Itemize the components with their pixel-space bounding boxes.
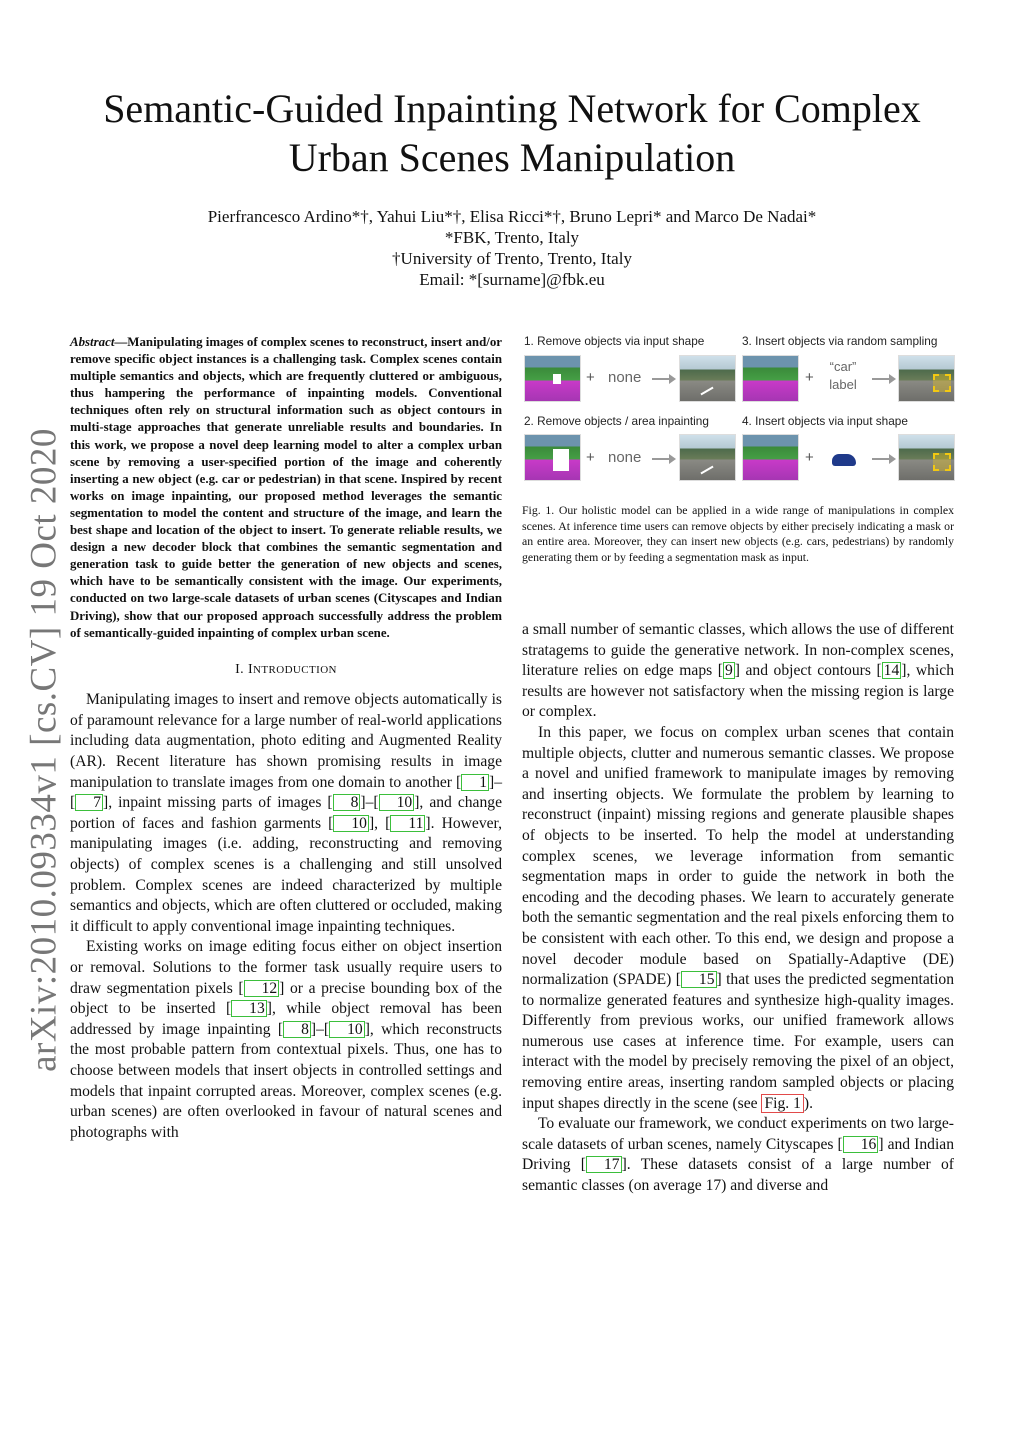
section-title-rest: NTRODUCTION: [253, 663, 337, 676]
figure-caption: Fig. 1. Our holistic model can be applied in a wide range of manipulations in complex scenes. At inference time users can remove objects by either precisely indicating a mask or an entire area. Moreover, they can insert new objects (e.g. cars, pedestrians) by randomly generating them or by feeding a segmentation mask as input.: [522, 503, 954, 564]
figure-1: [522, 332, 958, 482]
arrow-icon: [652, 378, 672, 380]
intro-paragraph-1: Manipulating images to insert and remove objects automatically is of paramount relevance for a large number of real-world applications including data augmentation, photo editing and Augmented Reality (AR). Recent literature has shown promising results in image manipulation to translate images from one domain to another [ 1 ]–[ 7 ], inpaint missing parts of images [ 8 ]–[ 10 ], and change portion of faces and fashion garments [ 10 ], [ 11 ]. However, manipulating images (i.e. adding, reconstructing and removing objects) of complex scenes is a challenging and still unsolved problem. Complex scenes are indeed characterized by multiple semantics and objects, which are often cluttered or occluded, making it difficult to apply conventional image inpainting techniques.: [70, 691, 503, 935]
result-thumbnail: [679, 355, 736, 402]
abstract: [70, 334, 502, 642]
arxiv-identifier-margin: [14, 428, 74, 1072]
arrow-icon: [872, 458, 892, 460]
citation-link[interactable]: 9: [724, 662, 733, 680]
none-label: none: [608, 369, 642, 386]
arrow-icon: [872, 378, 892, 380]
section-number: I.: [235, 661, 245, 677]
citation-link[interactable]: 7: [75, 794, 103, 811]
section-heading-introduction: [70, 660, 502, 681]
car-quote: “car”: [829, 359, 857, 374]
abstract-lead: Abstract: [70, 335, 115, 349]
citation-link[interactable]: 16: [843, 1136, 879, 1153]
none-label: none: [608, 449, 642, 466]
segmentation-thumbnail: [524, 355, 581, 402]
citation-link[interactable]: 15: [681, 971, 717, 988]
plus-operator: +: [586, 449, 595, 466]
road-marking: [700, 466, 713, 475]
citation-link[interactable]: 12: [244, 980, 280, 997]
right-column: [522, 620, 954, 1197]
right-paragraph-3: To evaluate our framework, we conduct experiments on two large-scale datasets of urban scenes, namely Cityscapes [ 16 ] and Indian Driving [ 17 ]. These datasets consist of a large number of semantic classes (on average 17) and diverse and: [522, 1115, 954, 1195]
panel-label-2: 2. Remove objects / area inpainting: [524, 414, 709, 428]
affiliation-unitn: †University of Trento, Trento, Italy: [392, 249, 632, 268]
arxiv-identifier: arXiv:2010.09334v1 [cs.CV] 19 Oct 2020: [23, 428, 65, 1072]
author-email: Email: *[surname]@fbk.eu: [419, 270, 605, 289]
area-mask: [553, 449, 569, 471]
citation-link[interactable]: 10: [329, 1021, 365, 1038]
citation-link[interactable]: 13: [231, 1000, 267, 1017]
road-marking: [700, 387, 713, 396]
result-thumbnail: [679, 434, 736, 481]
section-title-initial: I: [247, 661, 254, 677]
result-thumbnail: [898, 355, 955, 402]
right-paragraph-2: In this paper, we focus on complex urban scenes that contain multiple objects, clutter and numerous semantic classes. We propose a novel and unified framework to manipulate images by removing and inserting objects. We formulate the problem by learning to reconstruct (inpaint) missing regions and generate plausible shapes of objects to be inserted. To help the model at understanding complex scenes, we leverage information from semantic segmentation maps in order to guide the network in both the encoding and the decoding phases. We learn to accurately generate both the semantic segmentation and the real pixels enforcing them to be consistent with each other. To this end, we design and propose a novel decoder module based on Spatially-Adaptive (DE) normalization (SPADE) [ 15 ] that uses the predicted segmentation to normalize generated features and synthesize high-quality images. Differently from previous works, our unified framework allows numerous use cases at inference time. For example, users can interact with the model by precisely removing the pixel of an object, removing entire areas, inserting random sampled objects or placing input shapes directly in the scene (see Fig. 1 ).: [522, 723, 954, 1112]
segmentation-thumbnail: [742, 355, 799, 402]
label-word: label: [829, 377, 857, 392]
abstract-text: —Manipulating images of complex scenes to reconstruct, insert and/or remove specific object instances is a challenging task. Complex scenes contain multiple semantics and objects, which are frequently cluttered or ambiguous, thus hampering the performance of inpainting models. Conventional techniques often rely on structural information such as object contours in multi-stage approaches that generate unreliable results and boundaries. In this work, we propose a novel deep learning model to alter a complex urban scene by removing a user-specified portion of the image and coherently inserting a new object (e.g. car or pedestrian) in that scene. Inspired by recent works on image inpainting, our proposed method leverages the semantic segmentation to model the content and structure of the image, and learn the best shape and location of the object to insert. To generate reliable results, we design a new decoder block that combines the semantic segmentation and generation task to guide better the generation of new objects and scenes, which have to be semantically consistent with the image. Our experiments, conducted on two large-scale datasets of urban scenes (Cityscapes and Indian Driving), show that our proposed approach successfully address the problem of semantically-guided inpainting of complex urban scene.: [70, 335, 502, 640]
plus-operator: +: [805, 369, 814, 386]
citation-link[interactable]: 8: [283, 1021, 311, 1038]
author-names: Pierfrancesco Ardino*†, Yahui Liu*†, Elisa Ricci*†, Bruno Lepri* and Marco De Nadai*: [207, 207, 817, 226]
plus-operator: +: [805, 449, 814, 466]
arrow-icon: [652, 458, 672, 460]
citation-link[interactable]: 1: [461, 774, 489, 791]
panel-label-4: 4. Insert objects via input shape: [742, 414, 908, 428]
citation-link[interactable]: 17: [586, 1156, 622, 1173]
left-column: [70, 334, 502, 1143]
intro-paragraph-2: Existing works on image editing focus either on object insertion or removal. Solutions to the former task usually require users to draw segmentation pixels [ 12 ] or a precise bounding box of the object to be inserted [ 13 ], while object removal has been addressed by image inpainting [ 8 ]–[ 10 ], which reconstructs the most probable pattern from contextual pixels. Thus, one has to choose between models that insert objects in controlled settings and models that inpaint corrupted areas. Moreover, complex scenes (e.g. urban scenes) are often overlooked in favour of natural scenes and photographs with: [70, 938, 502, 1141]
author-block: [60, 206, 964, 290]
right-paragraph-1: a small number of semantic classes, which allows the use of different stratagems to guide the generative network. In non-complex scenes, literature relies on edge maps [ 9 ] and object contours [ 14 ], which results are however not satisfactory when the missing region is large or complex.: [522, 621, 955, 721]
segmentation-thumbnail: [524, 434, 581, 481]
object-mask: [553, 374, 561, 384]
citation-link[interactable]: 10: [379, 794, 415, 811]
affiliation-fbk: *FBK, Trento, Italy: [444, 228, 580, 247]
citation-link[interactable]: 11: [390, 815, 425, 832]
panel-label-1: 1. Remove objects via input shape: [524, 334, 705, 348]
result-thumbnail: [898, 434, 955, 481]
citation-link[interactable]: 8: [333, 794, 361, 811]
paper-title: Semantic-Guided Inpainting Network for Complex Urban Scenes Manipulation: [103, 86, 921, 180]
segmentation-thumbnail: [742, 434, 799, 481]
citation-link[interactable]: 14: [883, 662, 900, 680]
citation-link[interactable]: 10: [333, 815, 369, 832]
plus-operator: +: [586, 369, 595, 386]
inserted-car-box: [933, 453, 951, 471]
car-shape-icon: [832, 454, 856, 466]
panel-label-3: 3. Insert objects via random sampling: [742, 334, 938, 348]
car-label-text: [818, 358, 868, 394]
inserted-car-box: [933, 374, 951, 392]
figure-reference-link[interactable]: Fig. 1: [761, 1094, 803, 1113]
